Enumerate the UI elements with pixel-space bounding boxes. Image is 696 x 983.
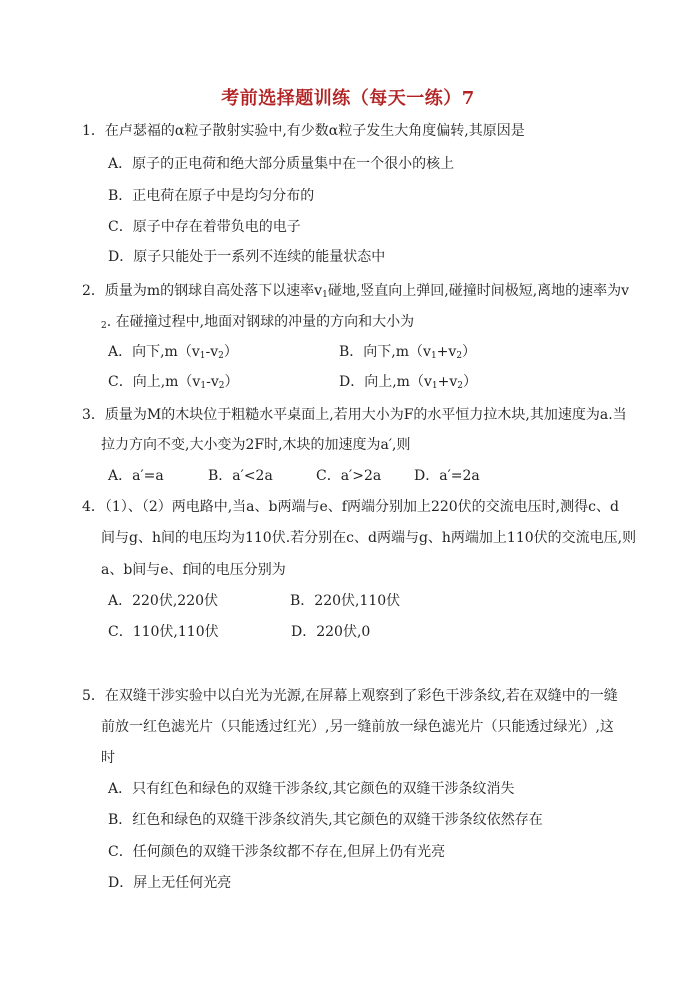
question-3-stem-line1: 3．质量为M的木块位于粗糙水平桌面上,若用大小为F的水平恒力拉木块,其加速度为a.当 [82,407,627,423]
question-4-option-c: C．110伏,110伏 [108,624,219,640]
question-1-option-d: D．原子只能处于一系列不连续的能量状态中 [108,249,386,265]
page-title: 考前选择题训练（每天一练）7 [221,88,475,109]
question-4-option-d: D．220伏,0 [291,624,371,640]
question-1-option-b: B．正电荷在原子中是均匀分布的 [108,188,315,204]
question-5-stem-line2: 前放一红色滤光片（只能透过红光）,另一缝前放一绿色滤光片（只能透过绿光）,这 [101,719,614,735]
question-2-stem-line2: 2. 在碰撞过程中,地面对钢球的冲量的方向和大小为 [101,314,415,331]
question-2-option-c: C．向上$,m(v_1-v_2)$ [108,374,239,391]
question-2-option-b: B．向下$,m(v_1+v_2)$ [339,344,477,361]
question-5-stem-line1: 5．在双缝干涉实验中以白光为光源,在屏幕上观察到了彩色干涉条纹,若在双缝中的一缝 [82,688,618,704]
question-5-option-c: C．任何颜色的双缝干涉条纹都不存在,但屏上仍有光亮 [108,844,446,860]
question-1-option-a: A．原子的正电荷和绝大部分质量集中在一个很小的核上 [108,156,455,172]
question-4-option-a: A．220伏,220伏 [108,593,219,609]
question-5-stem-line3: 时 [101,750,115,766]
question-2-stem-line1: 2．质量为m的钢球自高处落下以速率$v_1$碰地,竖直向上弹回,碰撞时间极短,离地的速率为v [82,283,630,300]
question-1-stem: 1．在卢瑟福的α粒子散射实验中,有少数α粒子发生大角度偏转,其原因是 [82,123,525,139]
question-5-option-b: B．红色和绿色的双缝干涉条纹消失,其它颜色的双缝干涉条纹依然存在 [108,812,543,828]
question-4-option-b: B．220伏,110伏 [290,593,401,609]
question-3-option-a: A．a′=a [108,468,164,484]
question-3-option-b: B．a′<2a [208,468,273,484]
question-3-option-c: C．a′>2a [316,468,382,484]
question-5-option-d: D．屏上无任何光亮 [108,875,232,891]
question-4-stem-line1: 4．（1）、（2）两电路中,当a、b两端与e、f两端分别加上220伏的交流电压时,测得c、d [82,499,619,515]
question-2-option-d: D．向上$,m(v_1+v_2)$ [339,374,477,391]
question-3-option-d: D．a′=2a [414,468,480,484]
question-5-option-a: A．只有红色和绿色的双缝干涉条纹,其它颜色的双缝干涉条纹消失 [108,781,515,797]
question-2-option-a: A．向下$,m(v_1-v_2)$ [108,344,238,361]
question-4-stem-line3: a、b间与e、f间的电压分别为 [101,562,286,578]
question-3-stem-line2: 拉力方向不变,大小变为2F时,木块的加速度为a′,则 [101,437,411,453]
question-1-option-c: C．原子中存在着带负电的电子 [108,219,301,235]
question-4-stem-line2: 间与g、h间的电压均为110伏.若分别在c、d两端与g、h两端加上110伏的交流电压,则 [101,530,637,546]
